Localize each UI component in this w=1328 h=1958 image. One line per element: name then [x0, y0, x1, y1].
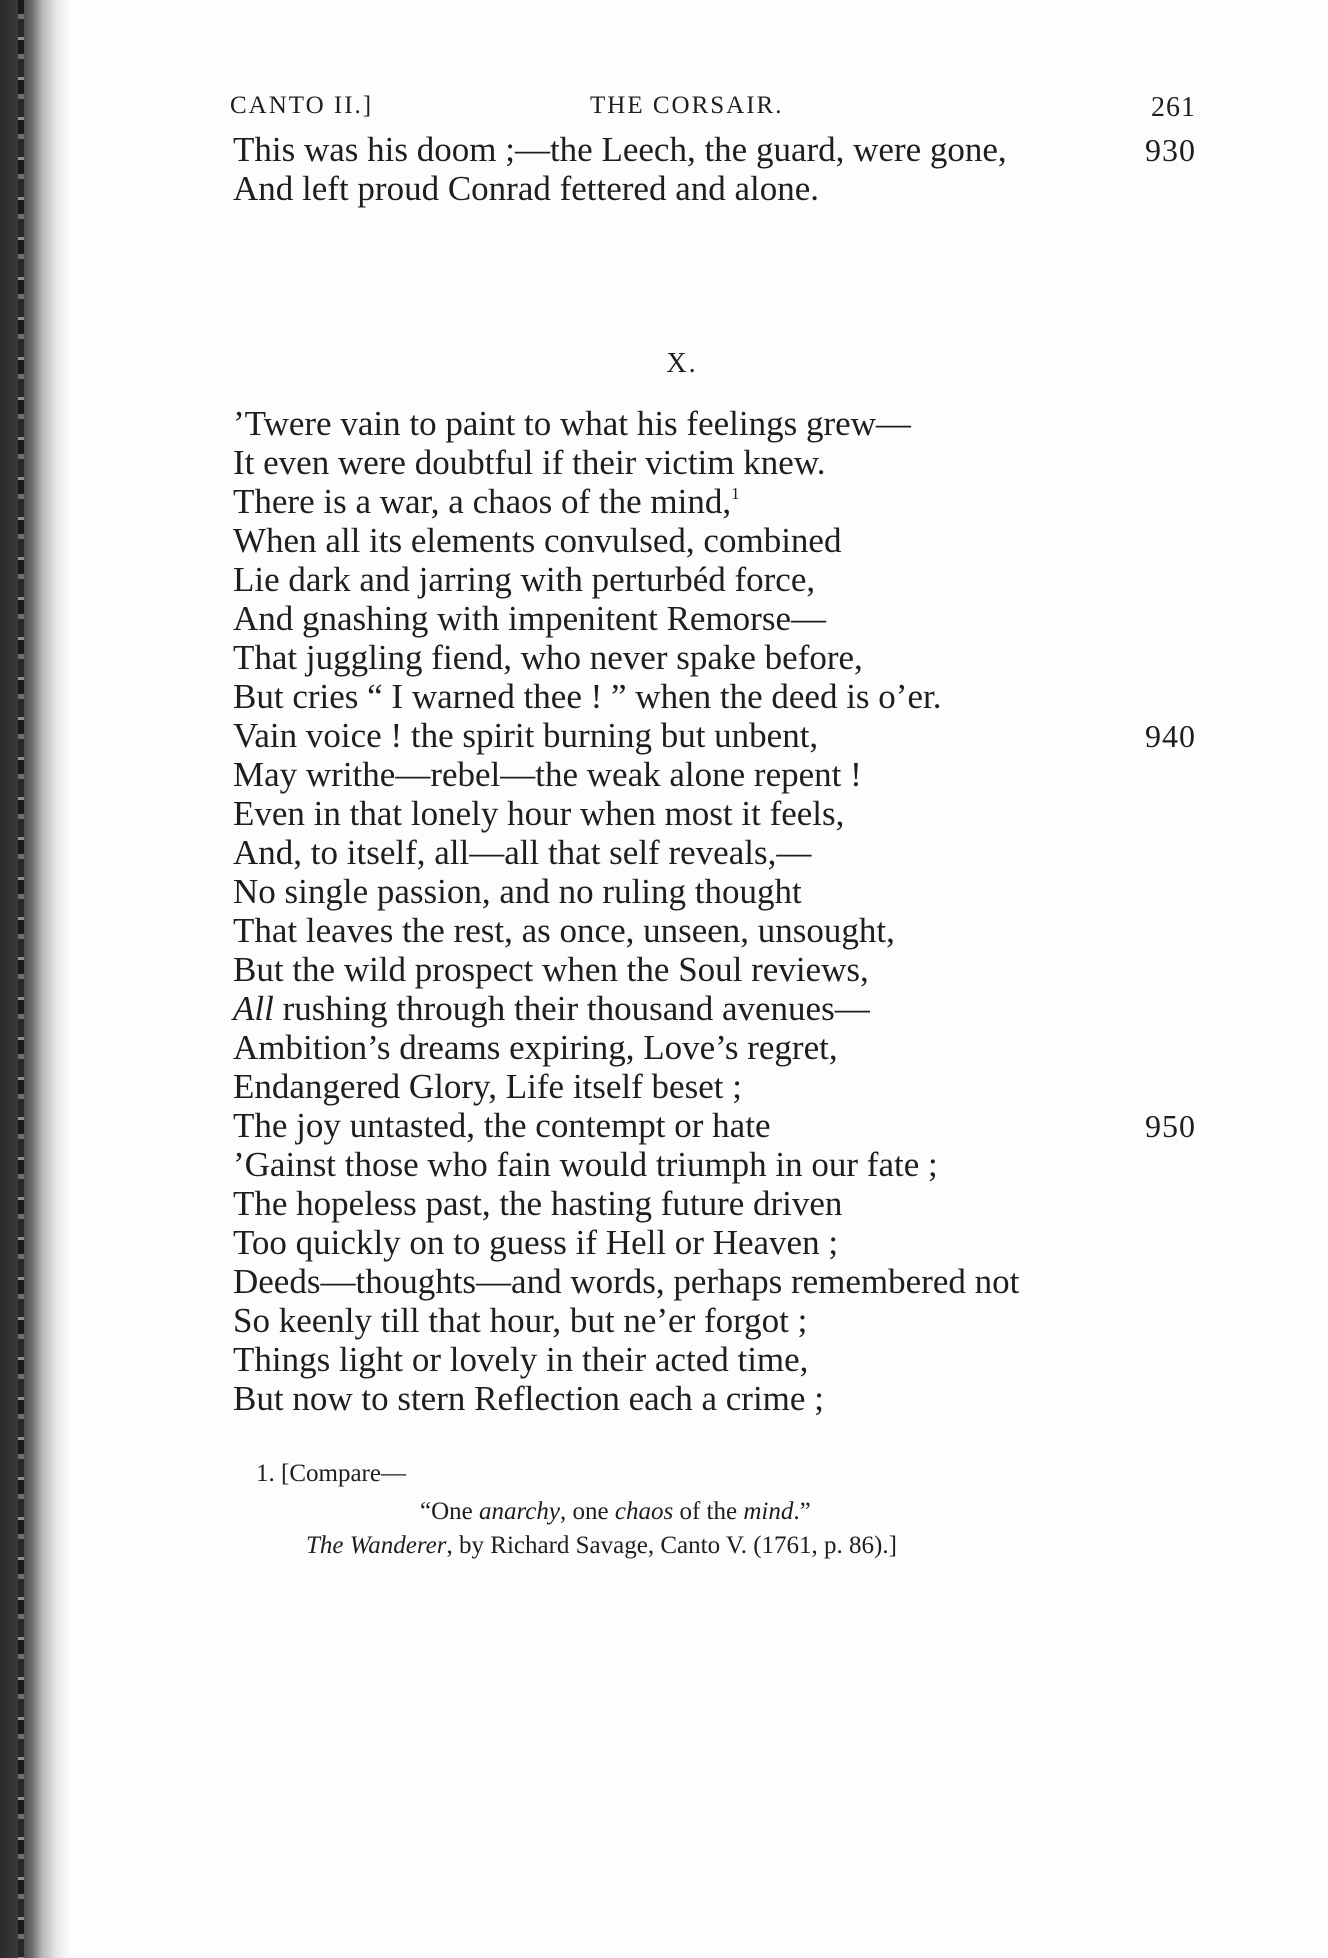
- running-head-canto: CANTO II.]: [230, 92, 374, 119]
- quote-text: , one: [560, 1498, 615, 1525]
- verse-line: Lie dark and jarring with perturbéd force,: [233, 560, 816, 599]
- book-binding-edge: [0, 0, 70, 1958]
- verse-line: Ambition’s dreams expiring, Love’s regret,: [233, 1028, 838, 1067]
- running-head-title: THE CORSAIR.: [590, 92, 784, 119]
- verse-line: Endangered Glory, Life itself beset ;: [233, 1067, 742, 1106]
- verse-line: The joy untasted, the contempt or hate: [233, 1106, 771, 1145]
- verse-line: That leaves the rest, as once, unseen, unsought,: [233, 911, 895, 950]
- verse-line: But cries “ I warned thee ! ” when the deed is o’er.: [233, 677, 942, 716]
- verse-line: No single passion, and no ruling thought: [233, 872, 802, 911]
- citation-rest: , by Richard Savage, Canto V. (1761, p. 86).]: [446, 1532, 897, 1559]
- page-number: 261: [1151, 92, 1196, 123]
- verse-line: And, to itself, all—all that self reveals,—: [233, 833, 812, 872]
- verse-text: There is a war, a chaos of the mind,: [233, 482, 732, 521]
- running-header: [230, 92, 1196, 132]
- verse-line: But the wild prospect when the Soul reviews,: [233, 950, 869, 989]
- section-heading: X.: [666, 348, 698, 379]
- verse-line: Even in that lonely hour when most it feels,: [233, 794, 845, 833]
- footnote-reference: 1: [731, 484, 740, 503]
- verse-line: But now to stern Reflection each a crime ;: [233, 1379, 824, 1418]
- verse-line: [233, 480, 740, 524]
- quote-text: “One: [420, 1498, 479, 1525]
- quote-italic: anarchy: [479, 1498, 560, 1525]
- footnote-intro: [256, 1458, 406, 1490]
- line-number-940: 940: [1145, 718, 1196, 754]
- footnote-quote: [420, 1496, 811, 1528]
- verse-line: And left proud Conrad fettered and alone.: [233, 169, 820, 208]
- footnote-citation: [306, 1530, 897, 1562]
- line-number-950: 950: [1145, 1108, 1196, 1144]
- verse-line: [233, 987, 870, 1031]
- verse-line: ’Gainst those who fain would triumph in our fate ;: [233, 1145, 938, 1184]
- verse-line: ’Twere vain to paint to what his feelings grew—: [233, 404, 911, 443]
- footnote-intro-text: [Compare—: [281, 1460, 406, 1487]
- verse-line: This was his doom ;—the Leech, the guard, were gone,: [233, 130, 1007, 169]
- verse-line: May writhe—rebel—the weak alone repent !: [233, 755, 862, 794]
- verse-line: So keenly till that hour, but ne’er forgot ;: [233, 1301, 808, 1340]
- verse-line: The hopeless past, the hasting future driven: [233, 1184, 843, 1223]
- citation-title: The Wanderer: [306, 1532, 447, 1559]
- verse-line: When all its elements convulsed, combined: [233, 521, 842, 560]
- quote-italic: chaos: [614, 1498, 674, 1525]
- footnote-marker: 1.: [256, 1460, 275, 1487]
- quote-text: of the: [673, 1498, 744, 1525]
- verse-line: It even were doubtful if their victim knew.: [233, 443, 826, 482]
- verse-line: Deeds—thoughts—and words, perhaps remembered not: [233, 1262, 1020, 1301]
- verse-line: Too quickly on to guess if Hell or Heaven ;: [233, 1223, 839, 1262]
- verse-line: That juggling fiend, who never spake before,: [233, 638, 863, 677]
- italic-emphasis: All: [233, 989, 274, 1028]
- verse-line: Things light or lovely in their acted time,: [233, 1340, 809, 1379]
- quote-italic: mind: [743, 1498, 794, 1525]
- quote-text: .”: [793, 1498, 811, 1525]
- verse-line: And gnashing with impenitent Remorse—: [233, 599, 826, 638]
- verse-text: rushing through their thousand avenues—: [282, 989, 870, 1028]
- verse-line: Vain voice ! the spirit burning but unbent,: [233, 716, 819, 755]
- line-number-930: 930: [1145, 132, 1196, 168]
